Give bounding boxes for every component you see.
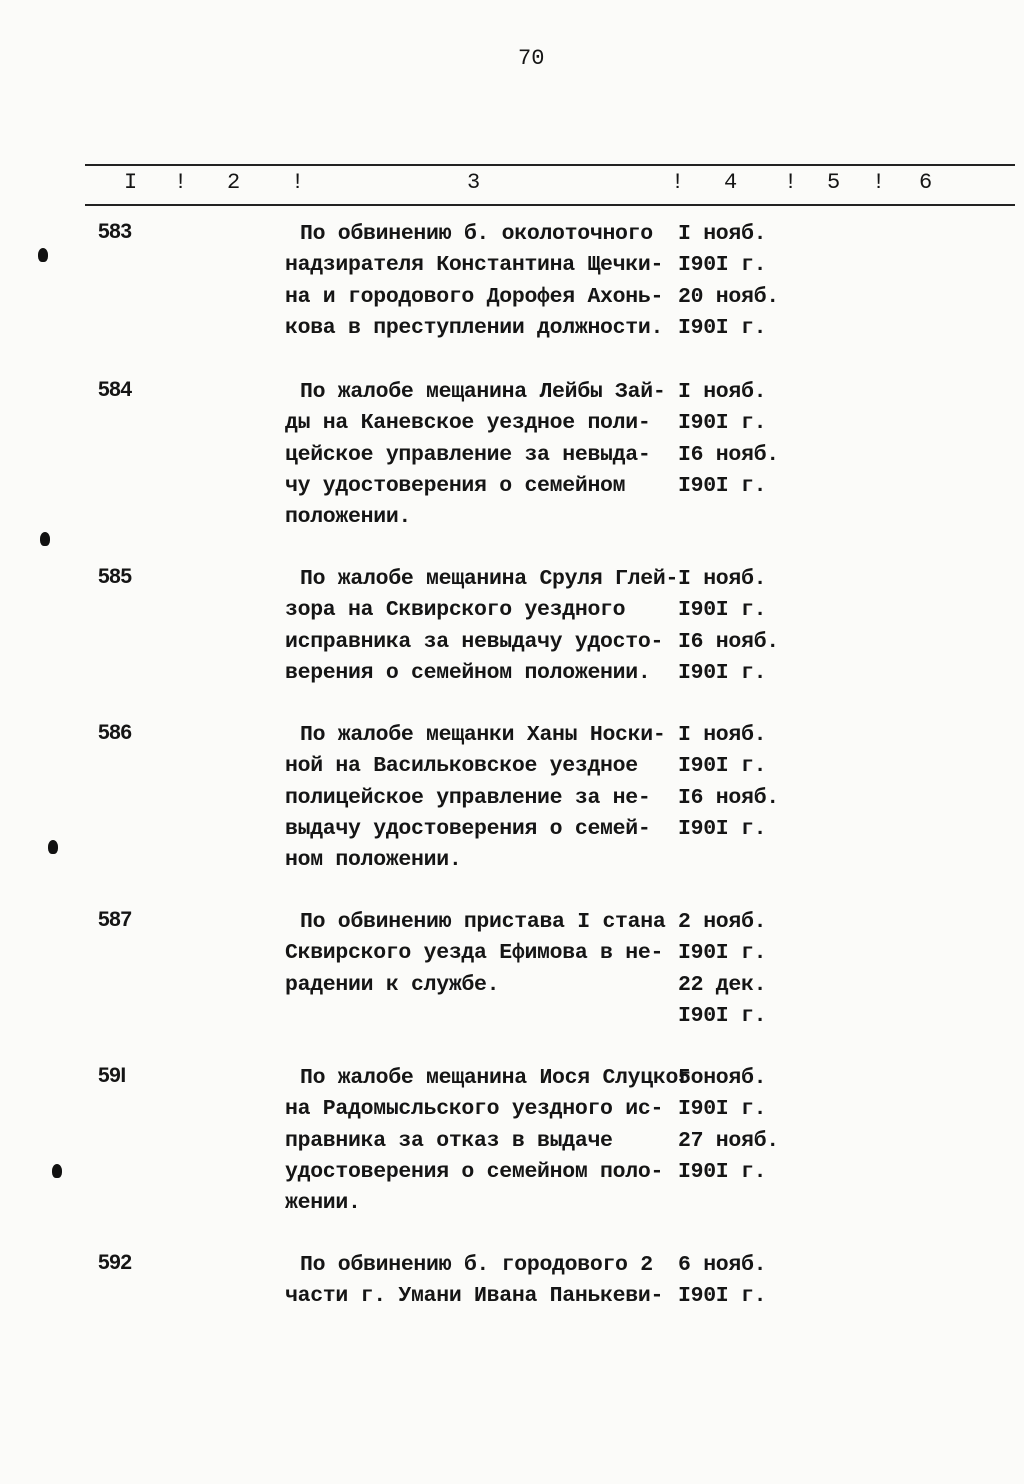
column-header: 3 bbox=[467, 170, 481, 195]
entry-description-line: По обвинению б. околоточного bbox=[300, 222, 653, 246]
column-header: 6 bbox=[919, 170, 933, 195]
column-separator: ! bbox=[174, 170, 188, 195]
entry-date: I90I г. bbox=[678, 1003, 767, 1028]
column-header: 4 bbox=[724, 170, 738, 195]
entry-number: 587 bbox=[98, 908, 132, 931]
entry-description-line: По жалобе мещанина Лейбы Зай- bbox=[300, 380, 666, 404]
entry-date: I90I г. bbox=[678, 411, 767, 436]
entry-description-line: полицейское управление за не- bbox=[285, 785, 651, 810]
entry-date: I нояб. bbox=[678, 222, 767, 246]
entry-description-line: выдачу удостоверения о семей- bbox=[285, 816, 651, 841]
header-top-rule bbox=[85, 164, 1015, 166]
entry-description-line: ды на Каневское уездное поли- bbox=[285, 411, 651, 436]
column-separator: ! bbox=[291, 170, 305, 195]
entry-date: I90I г. bbox=[678, 660, 767, 685]
entry-description-line: По жалобе мещанина Сруля Глей- bbox=[300, 567, 679, 591]
entry-date: I90I г. bbox=[678, 941, 767, 966]
page-number: 70 bbox=[518, 46, 545, 71]
entry-date: I90I г. bbox=[678, 1159, 767, 1184]
entry-description-line: кова в преступлении должности. bbox=[285, 315, 664, 340]
entry-date: I90I г. bbox=[678, 473, 767, 498]
entry-description-line: По обвинению пристава I стана bbox=[300, 910, 666, 934]
column-header: I bbox=[124, 170, 138, 195]
column-separator: ! bbox=[872, 170, 886, 195]
entry-description-line: жении. bbox=[285, 1191, 361, 1216]
entry-date: I нояб. bbox=[678, 567, 767, 591]
entry-date: 6 нояб. bbox=[678, 1253, 767, 1277]
entry-number: 583 bbox=[98, 220, 132, 243]
entry-description-line: на Радомысльского уездного ис- bbox=[285, 1097, 664, 1122]
entry-description-line: По жалобе мещанки Ханы Носки- bbox=[300, 723, 666, 747]
entry-description-line: Сквирского уезда Ефимова в не- bbox=[285, 941, 664, 966]
entry-date: I нояб. bbox=[678, 723, 767, 747]
entry-date: I90I г. bbox=[678, 1097, 767, 1122]
entry-number: 584 bbox=[98, 378, 132, 401]
entry-description-line: части г. Умани Ивана Панькеви- bbox=[285, 1284, 664, 1309]
entry-description-line: ной на Васильковское уездное bbox=[285, 754, 638, 779]
entry-description-line: По обвинению б. городового 2 bbox=[300, 1253, 653, 1277]
entry-date: I6 нояб. bbox=[678, 785, 779, 810]
entry-description-line: правника за отказ в выдаче bbox=[285, 1128, 613, 1153]
entry-date: 2 нояб. bbox=[678, 910, 767, 934]
binding-hole-mark bbox=[38, 248, 48, 262]
entry-date: 20 нояб. bbox=[678, 284, 779, 309]
entry-date: I6 нояб. bbox=[678, 629, 779, 654]
entry-number: 592 bbox=[98, 1251, 132, 1274]
entry-date: I90I г. bbox=[678, 816, 767, 841]
entry-description-line: верения о семейном положении. bbox=[285, 660, 651, 685]
column-header: 2 bbox=[227, 170, 241, 195]
entry-date: I нояб. bbox=[678, 380, 767, 404]
entry-description-line: на и городового Дорофея Ахонь- bbox=[285, 284, 664, 309]
entry-description-line: надзирателя Константина Щечки- bbox=[285, 253, 664, 278]
entry-number: 59I bbox=[98, 1064, 126, 1087]
entry-number: 586 bbox=[98, 721, 132, 744]
entry-date: I90I г. bbox=[678, 253, 767, 278]
entry-date: I6 нояб. bbox=[678, 442, 779, 467]
column-header: 5 bbox=[827, 170, 841, 195]
entry-description-line: зора на Сквирского уездного bbox=[285, 598, 626, 623]
entry-description-line: цейское управление за невыда- bbox=[285, 442, 651, 467]
entry-date: 22 дек. bbox=[678, 972, 767, 997]
entry-date: 27 нояб. bbox=[678, 1128, 779, 1153]
entry-date: I90I г. bbox=[678, 1284, 767, 1309]
binding-hole-mark bbox=[48, 840, 58, 854]
entry-description-line: радении к службе. bbox=[285, 972, 500, 997]
entry-description-line: По жалобе мещанина Иося Слуцкого bbox=[300, 1066, 704, 1090]
entry-number: 585 bbox=[98, 565, 132, 588]
entry-description-line: исправника за невыдачу удосто- bbox=[285, 629, 664, 654]
entry-description-line: ном положении. bbox=[285, 848, 462, 873]
header-bottom-rule bbox=[85, 204, 1015, 206]
entry-description-line: чу удостоверения о семейном bbox=[285, 473, 626, 498]
entry-date: 5 нояб. bbox=[678, 1066, 767, 1090]
entry-description-line: положении. bbox=[285, 505, 412, 530]
binding-hole-mark bbox=[52, 1164, 62, 1178]
entry-date: I90I г. bbox=[678, 315, 767, 340]
column-separator: ! bbox=[671, 170, 685, 195]
entry-date: I90I г. bbox=[678, 598, 767, 623]
column-separator: ! bbox=[784, 170, 798, 195]
entry-description-line: удостоверения о семейном поло- bbox=[285, 1159, 664, 1184]
binding-hole-mark bbox=[40, 532, 50, 546]
entry-date: I90I г. bbox=[678, 754, 767, 779]
